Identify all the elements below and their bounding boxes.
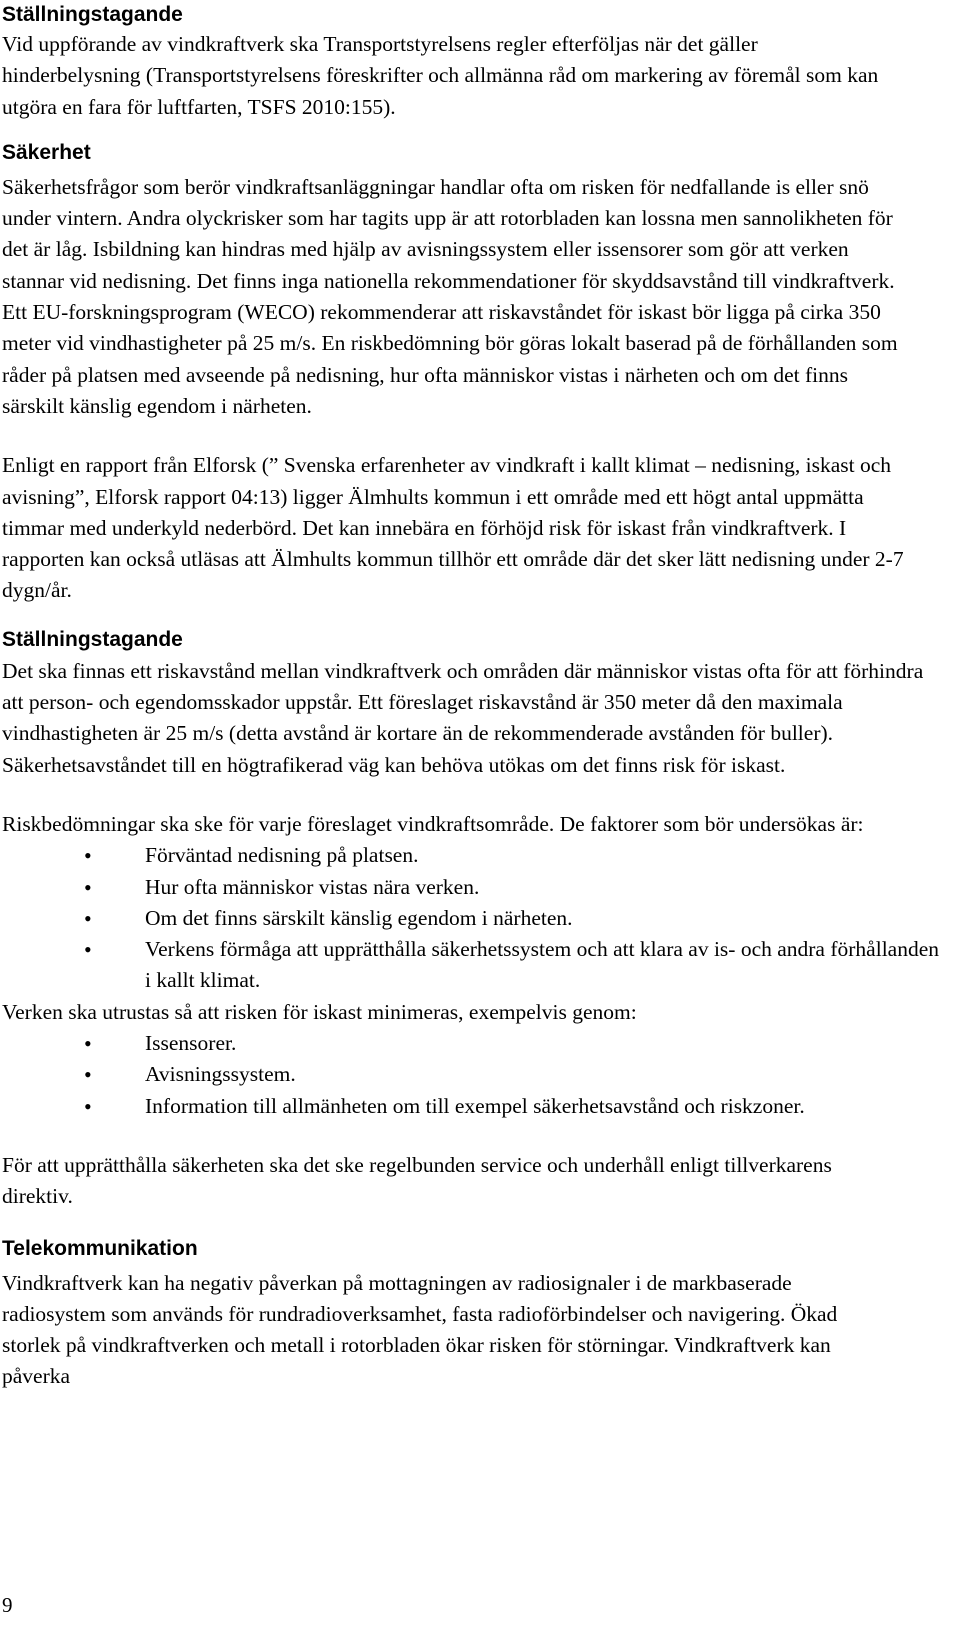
bullet-icon: • (84, 843, 92, 869)
bullet-icon: • (84, 937, 92, 963)
bullet-list-faktorer (2, 840, 952, 996)
list-item-text: Om det finns särskilt känslig egendom i närheten. (145, 905, 573, 930)
paragraph-utrustning: Verken ska utrustas så att risken för iskast minimeras, exempelvis genom: (2, 999, 637, 1024)
list-item (2, 903, 945, 934)
document-page (2, 0, 952, 1393)
list-item-text: Avisningssystem. (145, 1062, 296, 1087)
paragraph-telekommunikation: Vindkraftverk kan ha negativ påverkan på mottagningen av radiosignaler i de markbaserade radiosystem som används för rundradioverksamhet, fasta radioförbindelser och navigering. Ökad storlek på vindkraftverken och metall i rotorbladen ökar risken för störningar. Vindkraftverk kan påverka (2, 1270, 838, 1389)
list-item-text: Information till allmänheten om till exempel säkerhetsavstånd och riskzoner. (145, 1093, 805, 1118)
list-item (2, 934, 945, 997)
list-item-text: Verkens förmåga att upprätthålla säkerhetssystem och att klara av is- och andra förhållanden i kallt klimat. (145, 937, 939, 993)
section-heading-stallningstagande-2: Ställningstagande (2, 627, 183, 651)
paragraph-elforsk: Enligt en rapport från Elforsk (” Svenska erfarenheter av vindkraft i kallt klimat – nedisning, iskast och avisning”, Elforsk rapport 04:13) ligger Älmhults kommun i ett område med ett högt antal uppmätta timmar med underkyld nederbörd. Det kan innebära en förhöjd risk för iskast från vindkraftverk. I rapporten kan också utläsas att Älmhults kommun tillhör ett område där det sker lätt nedisning under 2-7 dygn/år. (2, 453, 904, 603)
bullet-icon: • (84, 874, 92, 900)
paragraph-riskavstand: Det ska finnas ett riskavstånd mellan vindkraftverk och områden där människor vistas ofta för att förhindra att person- och egendomsskador uppstår. Ett föreslaget riskavstånd är 350 meter då den maximala vindhastigheten är 25 m/s (detta avstånd är kortare än de rekommenderade avstånden för buller). Säkerhetsavståndet till en högtrafikerad väg kan behöva utökas om det finns risk för iskast. (2, 658, 924, 777)
page-number: 9 (2, 1593, 13, 1617)
list-item-text: Issensorer. (145, 1031, 237, 1056)
list-item-text: Förväntad nedisning på platsen. (145, 843, 419, 868)
bullet-icon: • (84, 1062, 92, 1088)
section-heading-telekommunikation: Telekommunikation (2, 1236, 198, 1260)
list-item (2, 1028, 945, 1059)
paragraph-riskbedomningar: Riskbedömningar ska ske för varje föreslaget vindkraftsområde. De faktorer som bör undersökas är: (2, 811, 864, 836)
section-heading-stallningstagande: Ställningstagande (2, 3, 183, 26)
list-item (2, 1059, 945, 1090)
bullet-list-utrustning (2, 1028, 952, 1122)
bullet-icon: • (84, 1031, 92, 1057)
bullet-icon: • (84, 1093, 92, 1119)
paragraph-sakerhet: Säkerhetsfrågor som berör vindkraftsanläggningar handlar ofta om risken för nedfallande is eller snö under vintern. Andra olyckrisker som har tagits upp är att rotorbladen kan lossna men sannolikheten för det är låg. Isbildning kan hindras med hjälp av avisningssystem eller issensorer som gör att verken stannar vid nedisning. Det finns inga nationella rekommendationer för skyddsavstånd till vindkraftverk. Ett EU-forskningsprogram (WECO) rekommenderar att riskavståndet för iskast bör ligga på cirka 350 meter vid vindhastigheter på 25 m/s. En riskbedömning bör göras lokalt baserad på de förhållanden som råder på platsen med avseende på nedisning, hur ofta människor vistas i närheten och om det finns särskilt känslig egendom i närheten. (2, 174, 898, 418)
list-item (2, 1091, 945, 1122)
list-item-text: Hur ofta människor vistas nära verken. (145, 874, 480, 899)
section-heading-sakerhet: Säkerhet (2, 140, 91, 164)
paragraph-hinderbelysning: Vid uppförande av vindkraftverk ska Transportstyrelsens regler efterföljas när det gäller hinderbelysning (Transportstyrelsens föreskrifter och allmänna råd om markering av föremål som kan utgöra en fara för luftfarten, TSFS 2010:155). (2, 32, 879, 119)
bullet-icon: • (84, 905, 92, 931)
list-item (2, 872, 945, 903)
paragraph-service: För att upprätthålla säkerheten ska det ske regelbunden service och underhåll enligt tillverkarens direktiv. (2, 1152, 832, 1209)
list-item (2, 840, 945, 871)
